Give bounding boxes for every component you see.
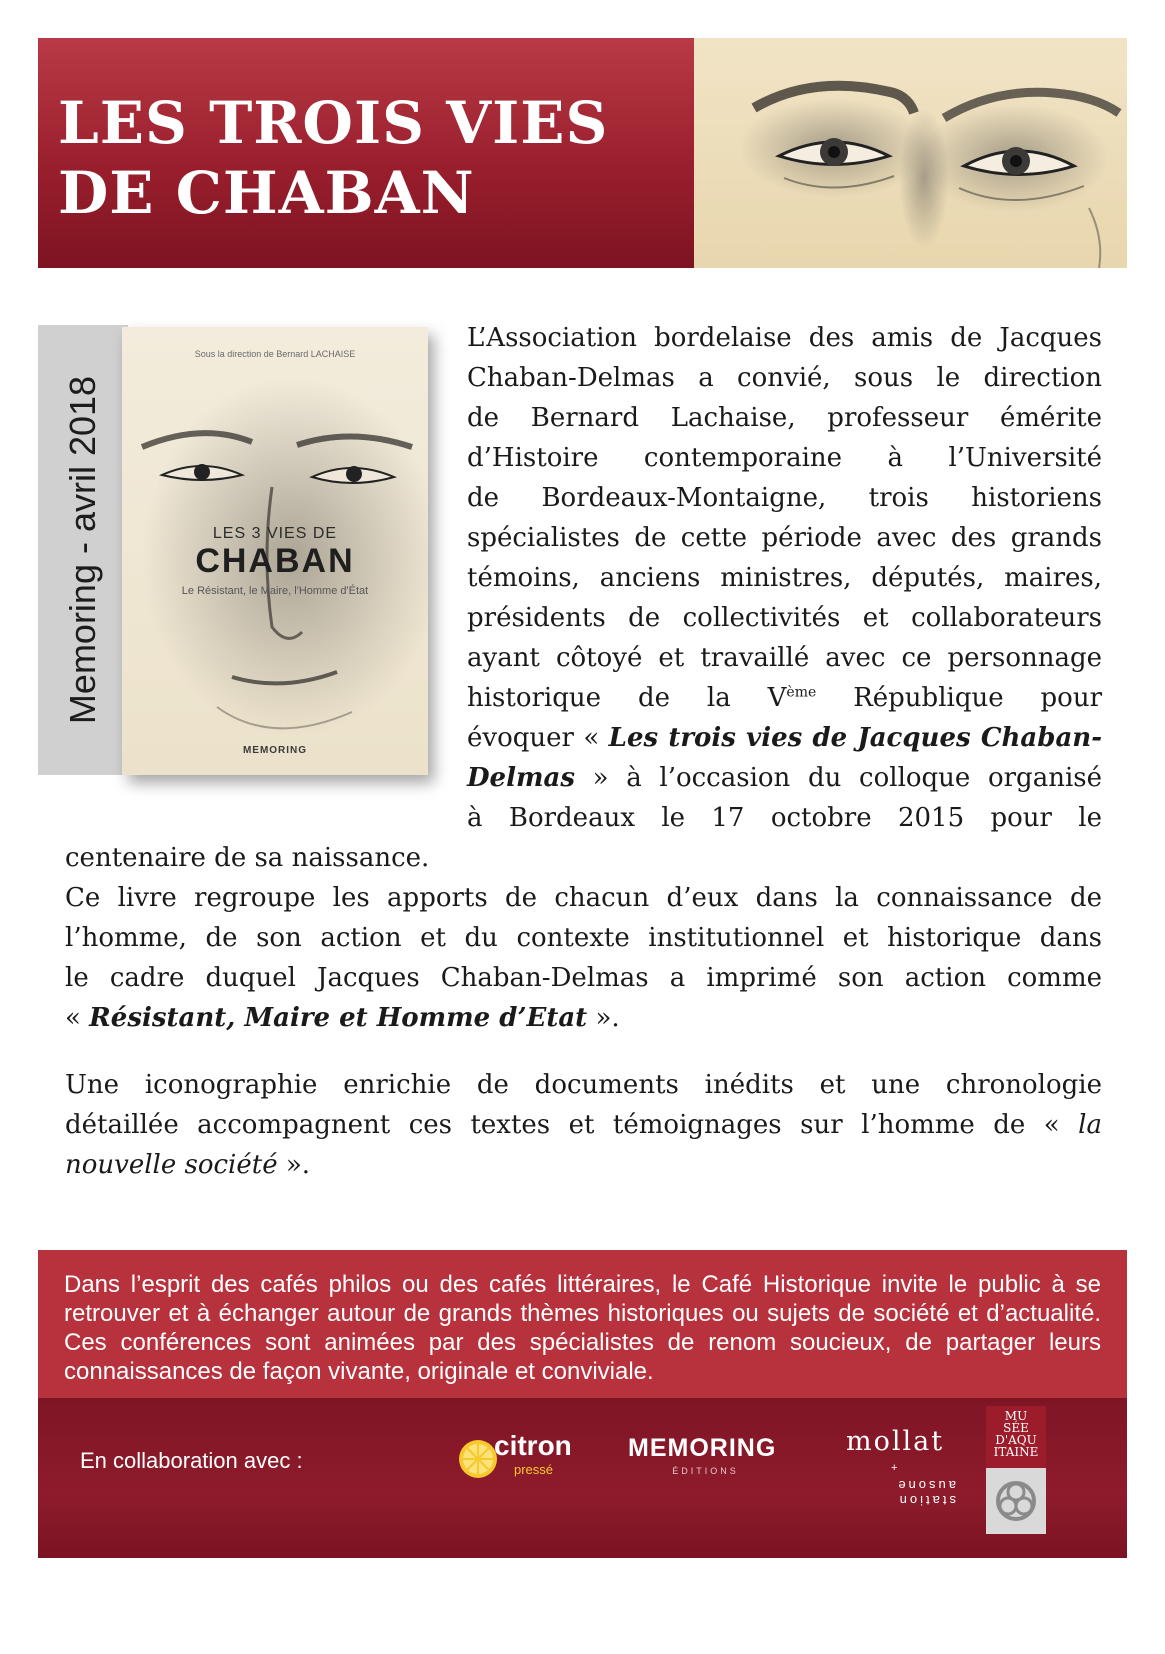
text-fragment: ».	[587, 1003, 620, 1033]
musee-line: MU	[1004, 1409, 1028, 1423]
book-cover-image	[122, 327, 428, 775]
text-line: témoins, anciens ministres, députés, maires,	[467, 563, 1102, 593]
editions-text: ÉDITIONS	[672, 1466, 739, 1476]
text-fragment: ».	[277, 1150, 311, 1180]
text-line	[65, 1145, 1102, 1185]
musee-aquitaine-logo	[986, 1406, 1046, 1534]
triskel-emblem-icon	[986, 1468, 1046, 1534]
station-ausone-text: station ausone	[895, 1478, 956, 1508]
text-line	[65, 998, 1102, 1038]
musee-line: SÉE	[1003, 1421, 1029, 1435]
page-title	[58, 88, 678, 228]
text-fragment: République pour	[816, 683, 1102, 713]
footer-box	[38, 1250, 1127, 1558]
book-title-emphasis: Delmas	[467, 763, 575, 793]
text-line: spécialistes de cette période avec des grands	[467, 523, 1102, 553]
text-line: de Bernard Lachaise, professeur émérite	[467, 403, 1102, 433]
memoring-text: MEMORING	[628, 1434, 777, 1462]
text-fragment: détaillée accompagnent ces textes et témoignages sur l’homme de «	[65, 1110, 1079, 1140]
book-description-paragraph	[65, 878, 1102, 1038]
text-line: centenaire de sa naissance.	[65, 843, 430, 873]
eyes-illustration	[694, 38, 1127, 268]
text-line: l’homme, de son action et du contexte institutionnel et historique dans	[65, 923, 1102, 953]
book-publisher-logo: MEMORING	[242, 745, 308, 756]
eyes-drawing-image	[694, 38, 1127, 268]
text-line	[467, 678, 1102, 718]
intro-paragraph-end	[65, 838, 1102, 878]
musee-title-block	[986, 1406, 1046, 1468]
italic-fragment: la	[1078, 1110, 1102, 1140]
superscript: ème	[786, 684, 817, 701]
citron-text: citron	[494, 1430, 572, 1461]
text-line: L’Association bordelaise des amis de Jacques	[467, 323, 1102, 353]
mollat-text: mollat	[846, 1426, 945, 1457]
text-line: Une iconographie enrichie de documents inédits et une chronologie	[65, 1070, 1102, 1100]
mollat-plus-sign: +	[891, 1462, 898, 1474]
text-line: d’Histoire contemporaine à l’Université	[467, 443, 1102, 473]
mollat-logo	[846, 1426, 956, 1506]
book-subtitle: Le Résistant, le Maire, l'Homme d'État	[181, 585, 369, 597]
text-line	[65, 1105, 1102, 1145]
text-fragment: historique de la V	[467, 683, 787, 713]
text-line: présidents de collectivités et collaborateurs	[467, 603, 1102, 633]
book-title-emphasis: Les trois vies de Jacques Chaban-	[608, 723, 1102, 753]
text-fragment: » à l’occasion du colloque organisé	[574, 763, 1102, 793]
text-line: à Bordeaux le 17 octobre 2015 pour le	[467, 803, 1102, 833]
memoring-logo	[628, 1434, 788, 1484]
text-line	[467, 758, 1102, 798]
text-line: de Bordeaux-Montaigne, trois historiens	[467, 483, 1102, 513]
text-line: le cadre duquel Jacques Chaban-Delmas a imprimé son action comme	[65, 963, 1102, 993]
italic-fragment: nouvelle société	[65, 1150, 278, 1180]
intro-paragraph	[467, 318, 1102, 838]
partners-strip	[38, 1398, 1127, 1558]
title-line-2: DE CHABAN	[58, 159, 475, 227]
side-date-label	[38, 325, 128, 775]
musee-line: ITAINE	[993, 1445, 1039, 1459]
title-line-1: LES TROIS VIES	[58, 89, 609, 157]
book-editor-line: Sous la direction de Bernard LACHAISE	[194, 349, 356, 359]
cafe-historique-description: Dans l’esprit des cafés philos ou des cafés littéraires, le Café Historique invite le public à se retrouver et à échanger autour de grands thèmes historiques ou sujets de société et d’actualité. Ces conférences sont animées par des spécialistes de renom soucieux, de partager leurs connaissances de façon vivante, originale et conviviale.	[64, 1271, 1101, 1385]
text-line	[467, 718, 1102, 758]
book-title-large: CHABAN	[195, 542, 355, 580]
text-fragment: «	[65, 1003, 90, 1033]
text-line: Ce livre regroupe les apports de chacun d’eux dans la connaissance de	[65, 883, 1102, 913]
iconography-paragraph	[65, 1065, 1102, 1185]
musee-line: D'AQU	[995, 1433, 1037, 1447]
collaboration-label: En collaboration avec :	[80, 1448, 303, 1473]
side-label-text: Memoring - avril 2018	[62, 375, 103, 725]
presse-text: pressé	[514, 1462, 554, 1477]
text-line: ayant côtoyé et travaillé avec ce personnage	[467, 643, 1102, 673]
citron-slice-icon	[458, 1434, 498, 1484]
header-banner	[38, 38, 1127, 268]
citron-presse-logo	[458, 1428, 572, 1488]
subtitle-emphasis: Résistant, Maire et Homme d’Etat	[89, 1003, 588, 1033]
text-fragment: évoquer «	[467, 723, 609, 753]
text-line: Chaban-Delmas a convié, sous le direction	[467, 363, 1102, 393]
header-red-panel	[38, 38, 694, 268]
book-title-small: LES 3 VIES DE	[212, 525, 338, 542]
